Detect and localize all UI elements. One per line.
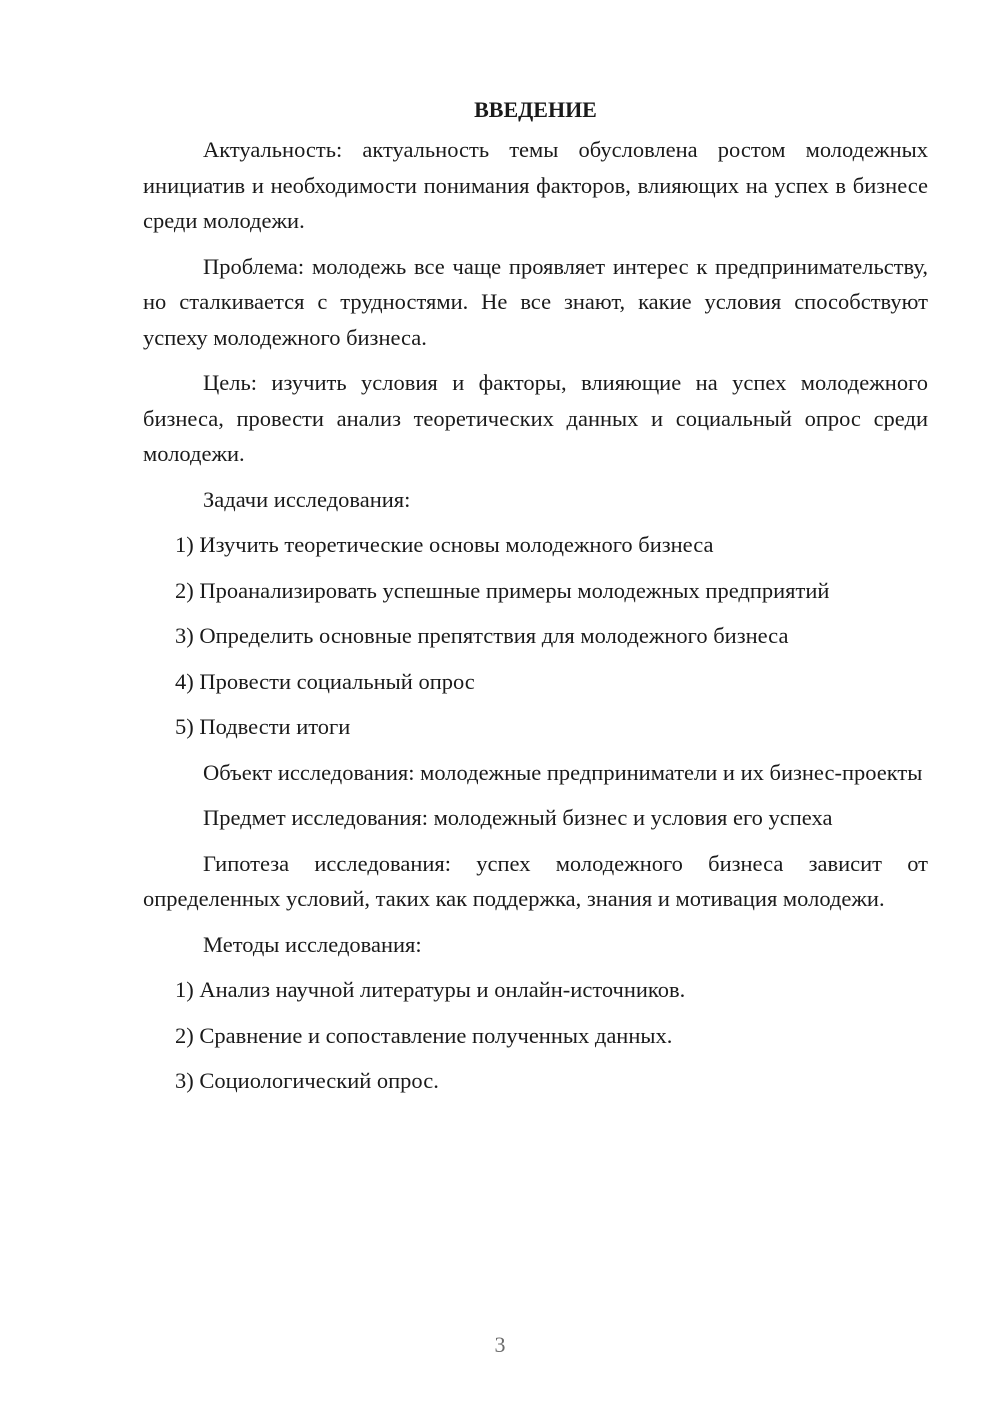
list-item: 2) Проанализировать успешные примеры молодежных предприятий — [175, 577, 830, 603]
tasks-heading: Задачи исследования: — [203, 486, 411, 512]
relevance-paragraph: Актуальность: актуальность темы обусловлена ростом молодежных инициатив и необходимости понимания факторов, влияющих на успех в бизнесе среди молодежи. — [143, 137, 928, 233]
subject-paragraph: Предмет исследования: молодежный бизнес и условия его успеха — [203, 805, 833, 830]
goal-paragraph: Цель: изучить условия и факторы, влияющие на успех молодежного бизнеса, провести анализ теоретических данных и социальный опрос среди молодежи. — [143, 370, 928, 466]
document-body — [143, 92, 928, 1109]
list-item: 3) Определить основные препятствия для молодежного бизнеса — [175, 623, 789, 648]
list-item: 3) Социологический опрос. — [175, 1068, 439, 1093]
problem-paragraph: Проблема: молодежь все чаще проявляет интерес к предпринимательству, но сталкивается с трудностями. Не все знают, какие условия способствуют успеху молодежного бизнеса. — [143, 253, 928, 350]
page-number: 3 — [494, 1332, 506, 1357]
list-item: 1) Изучить теоретические основы молодежного бизнеса — [175, 532, 714, 557]
list-item: 2) Сравнение и сопоставление полученных данных. — [175, 1022, 673, 1048]
object-paragraph: Объект исследования: молодежные предприниматели и их бизнес-проекты — [203, 759, 923, 785]
section-title: ВВЕДЕНИЕ — [474, 97, 597, 122]
methods-heading: Методы исследования: — [203, 931, 422, 957]
list-item: 1) Анализ научной литературы и онлайн-источников. — [175, 977, 686, 1002]
list-item: 5) Подвести итоги — [175, 714, 351, 739]
hypothesis-paragraph: Гипотеза исследования: успех молодежного бизнеса зависит от определенных условий, таких как поддержка, знания и мотивация молодежи. — [143, 850, 928, 911]
list-item: 4) Провести социальный опрос — [175, 668, 475, 694]
